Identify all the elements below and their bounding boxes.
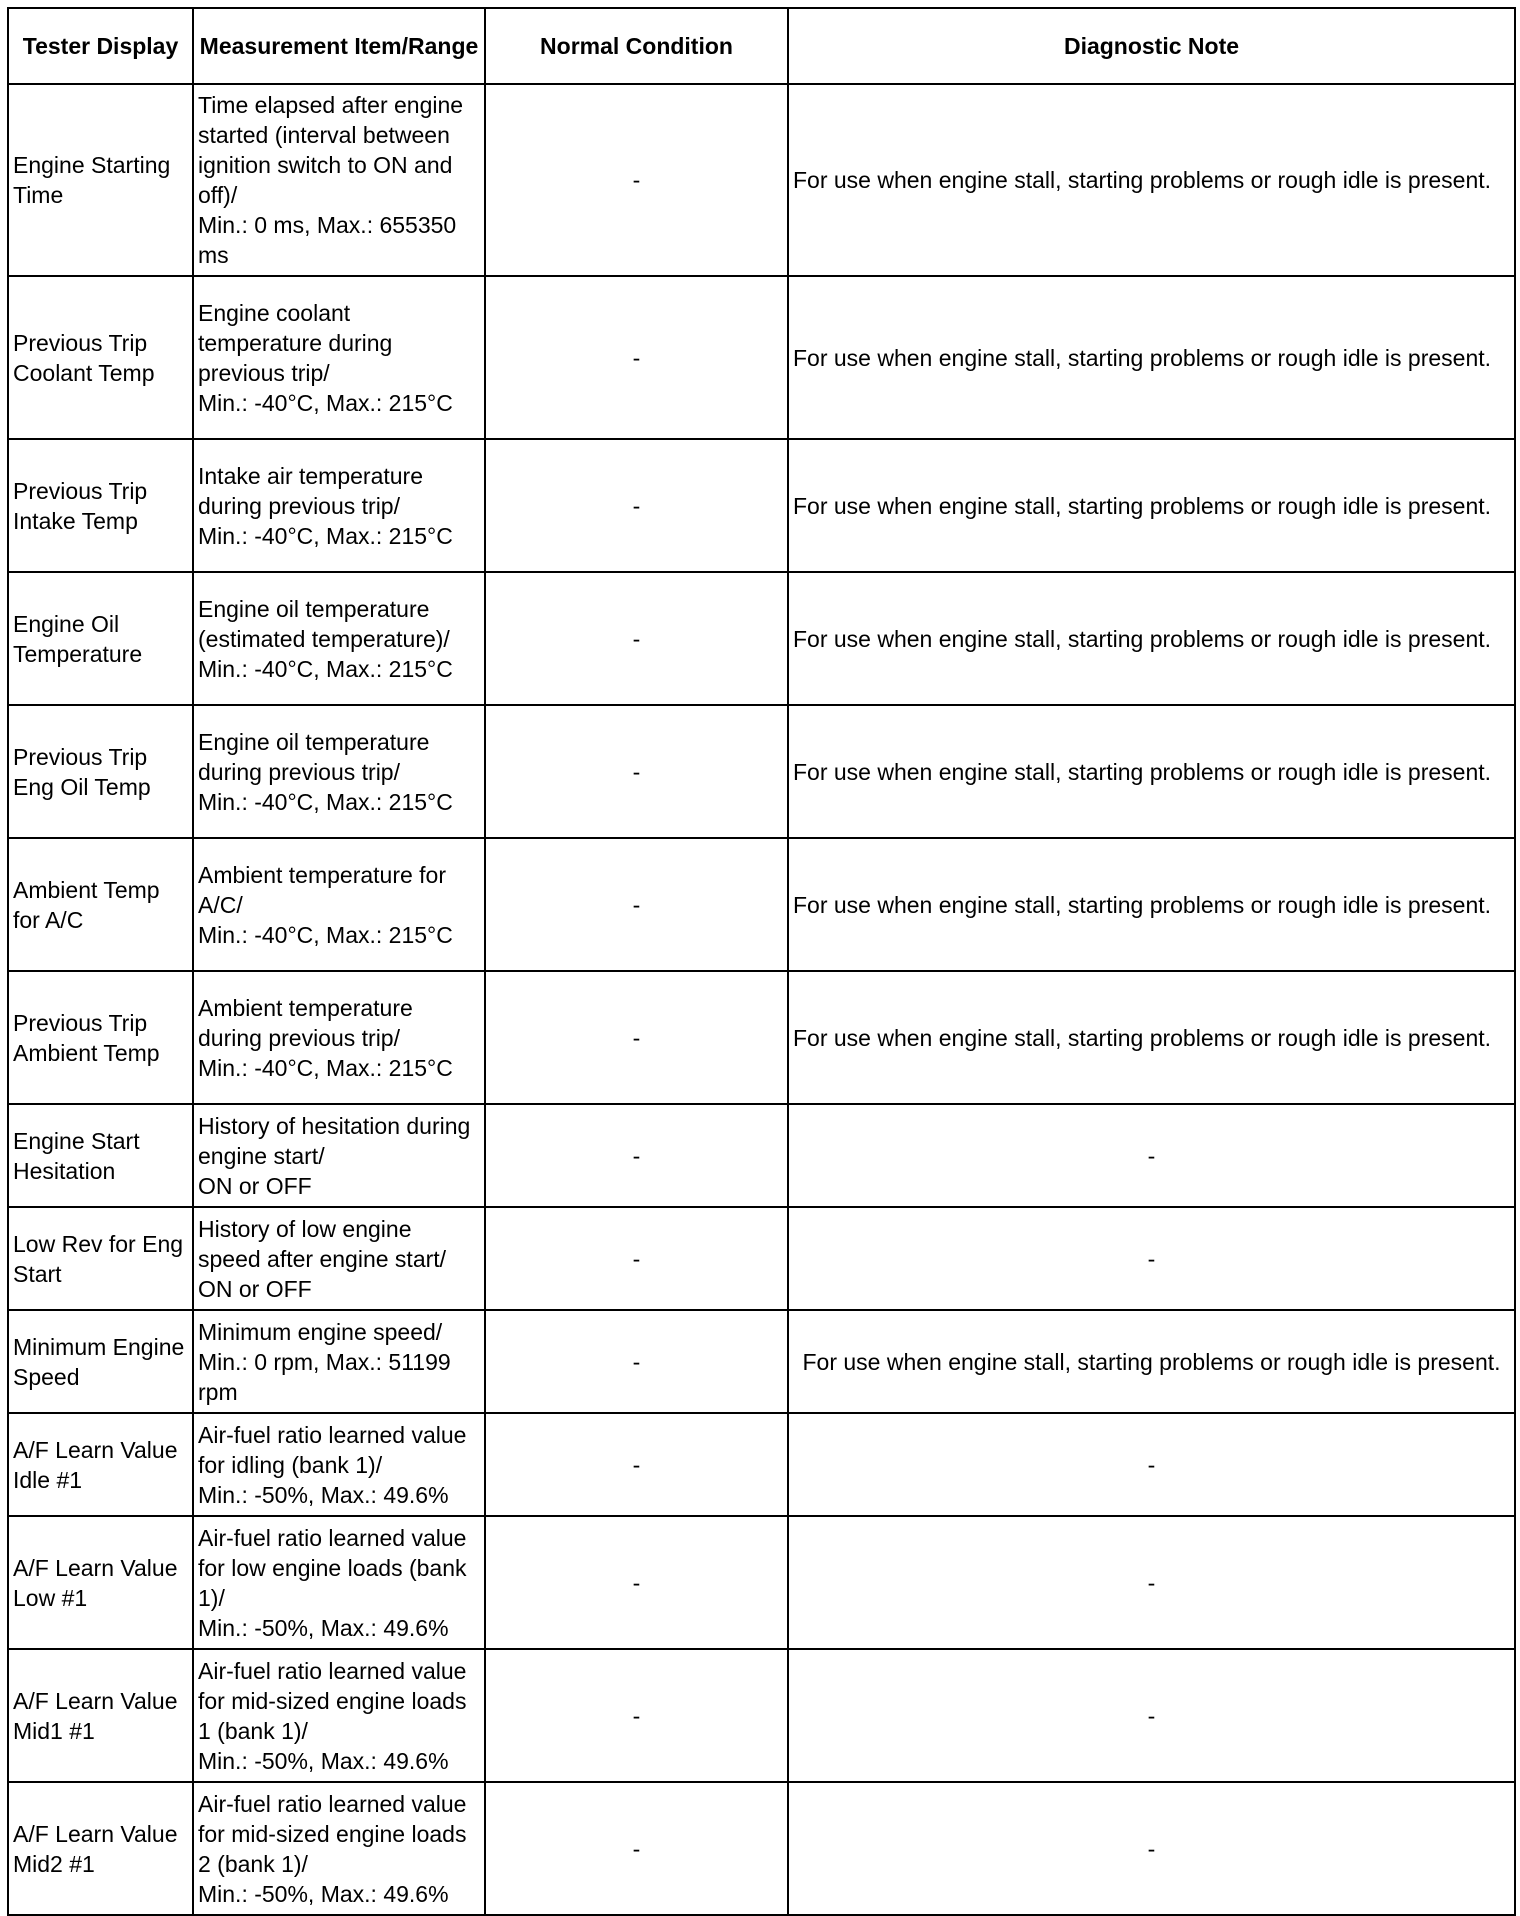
diagnostic-note-cell: - bbox=[788, 1782, 1515, 1915]
normal-condition-cell: - bbox=[485, 705, 788, 838]
measurement-item-cell: Engine oil temperature (estimated temperature)/ Min.: -40°C, Max.: 215°C bbox=[193, 572, 485, 705]
table-row bbox=[8, 572, 1515, 705]
diagnostic-note-cell: - bbox=[788, 1104, 1515, 1207]
measurement-item-cell: History of low engine speed after engine start/ ON or OFF bbox=[193, 1207, 485, 1310]
tester-display-cell: Engine Starting Time bbox=[8, 84, 193, 276]
normal-condition-cell: - bbox=[485, 1413, 788, 1516]
normal-condition-cell: - bbox=[485, 439, 788, 572]
diagnostic-note-cell: - bbox=[788, 1516, 1515, 1649]
tester-display-cell: Engine Start Hesitation bbox=[8, 1104, 193, 1207]
measurement-item-cell: Air-fuel ratio learned value for mid-sized engine loads 1 (bank 1)/ Min.: -50%, Max.: 49.6% bbox=[193, 1649, 485, 1782]
header-row bbox=[8, 8, 1515, 84]
tester-display-cell: Previous Trip Eng Oil Temp bbox=[8, 705, 193, 838]
measurement-item-cell: Ambient temperature for A/C/ Min.: -40°C, Max.: 215°C bbox=[193, 838, 485, 971]
table-row bbox=[8, 705, 1515, 838]
normal-condition-cell: - bbox=[485, 1649, 788, 1782]
measurement-item-cell: Ambient temperature during previous trip/ Min.: -40°C, Max.: 215°C bbox=[193, 971, 485, 1104]
measurement-item-cell: History of hesitation during engine start/ ON or OFF bbox=[193, 1104, 485, 1207]
tester-display-cell: Minimum Engine Speed bbox=[8, 1310, 193, 1413]
table-row bbox=[8, 1413, 1515, 1516]
diagnostic-note-cell: For use when engine stall, starting problems or rough idle is present. bbox=[788, 276, 1515, 439]
tester-display-cell: A/F Learn Value Low #1 bbox=[8, 1516, 193, 1649]
normal-condition-cell: - bbox=[485, 1782, 788, 1915]
table-row bbox=[8, 1207, 1515, 1310]
normal-condition-cell: - bbox=[485, 838, 788, 971]
normal-condition-cell: - bbox=[485, 276, 788, 439]
tester-display-cell: Engine Oil Temperature bbox=[8, 572, 193, 705]
diagnostic-note-cell: For use when engine stall, starting problems or rough idle is present. bbox=[788, 84, 1515, 276]
header-normal-condition: Normal Condition bbox=[485, 8, 788, 84]
header-measurement-item: Measurement Item/Range bbox=[193, 8, 485, 84]
normal-condition-cell: - bbox=[485, 84, 788, 276]
diagnostic-note-cell: For use when engine stall, starting problems or rough idle is present. bbox=[788, 572, 1515, 705]
table-row bbox=[8, 1310, 1515, 1413]
table-row bbox=[8, 84, 1515, 276]
table-row bbox=[8, 1649, 1515, 1782]
data-list-table bbox=[7, 7, 1516, 1916]
table-row bbox=[8, 1104, 1515, 1207]
diagnostic-note-cell: For use when engine stall, starting problems or rough idle is present. bbox=[788, 838, 1515, 971]
normal-condition-cell: - bbox=[485, 1207, 788, 1310]
tester-display-cell: Previous Trip Intake Temp bbox=[8, 439, 193, 572]
table-row bbox=[8, 971, 1515, 1104]
table-row bbox=[8, 276, 1515, 439]
tester-display-cell: Previous Trip Ambient Temp bbox=[8, 971, 193, 1104]
header-diagnostic-note: Diagnostic Note bbox=[788, 8, 1515, 84]
tester-display-cell: A/F Learn Value Mid1 #1 bbox=[8, 1649, 193, 1782]
tester-display-cell: Ambient Temp for A/C bbox=[8, 838, 193, 971]
tester-display-cell: A/F Learn Value Idle #1 bbox=[8, 1413, 193, 1516]
tester-display-cell: Low Rev for Eng Start bbox=[8, 1207, 193, 1310]
measurement-item-cell: Intake air temperature during previous trip/ Min.: -40°C, Max.: 215°C bbox=[193, 439, 485, 572]
header-tester-display: Tester Display bbox=[8, 8, 193, 84]
diagnostic-note-cell: - bbox=[788, 1649, 1515, 1782]
table-row bbox=[8, 1516, 1515, 1649]
normal-condition-cell: - bbox=[485, 1310, 788, 1413]
normal-condition-cell: - bbox=[485, 971, 788, 1104]
tester-display-cell: Previous Trip Coolant Temp bbox=[8, 276, 193, 439]
normal-condition-cell: - bbox=[485, 572, 788, 705]
diagnostic-note-cell: - bbox=[788, 1413, 1515, 1516]
normal-condition-cell: - bbox=[485, 1516, 788, 1649]
table-row bbox=[8, 439, 1515, 572]
table-row bbox=[8, 838, 1515, 971]
diagnostic-note-cell: - bbox=[788, 1207, 1515, 1310]
measurement-item-cell: Air-fuel ratio learned value for low engine loads (bank 1)/ Min.: -50%, Max.: 49.6% bbox=[193, 1516, 485, 1649]
diagnostic-note-cell: For use when engine stall, starting problems or rough idle is present. bbox=[788, 1310, 1515, 1413]
diagnostic-note-cell: For use when engine stall, starting problems or rough idle is present. bbox=[788, 439, 1515, 572]
diagnostic-note-cell: For use when engine stall, starting problems or rough idle is present. bbox=[788, 971, 1515, 1104]
measurement-item-cell: Air-fuel ratio learned value for mid-sized engine loads 2 (bank 1)/ Min.: -50%, Max.: 49.6% bbox=[193, 1782, 485, 1915]
normal-condition-cell: - bbox=[485, 1104, 788, 1207]
measurement-item-cell: Minimum engine speed/ Min.: 0 rpm, Max.: 51199 rpm bbox=[193, 1310, 485, 1413]
table-row bbox=[8, 1782, 1515, 1915]
measurement-item-cell: Engine coolant temperature during previous trip/ Min.: -40°C, Max.: 215°C bbox=[193, 276, 485, 439]
measurement-item-cell: Air-fuel ratio learned value for idling (bank 1)/ Min.: -50%, Max.: 49.6% bbox=[193, 1413, 485, 1516]
diagnostic-note-cell: For use when engine stall, starting problems or rough idle is present. bbox=[788, 705, 1515, 838]
tester-display-cell: A/F Learn Value Mid2 #1 bbox=[8, 1782, 193, 1915]
measurement-item-cell: Time elapsed after engine started (interval between ignition switch to ON and off)/ Min.: 0 ms, Max.: 655350 ms bbox=[193, 84, 485, 276]
measurement-item-cell: Engine oil temperature during previous trip/ Min.: -40°C, Max.: 215°C bbox=[193, 705, 485, 838]
